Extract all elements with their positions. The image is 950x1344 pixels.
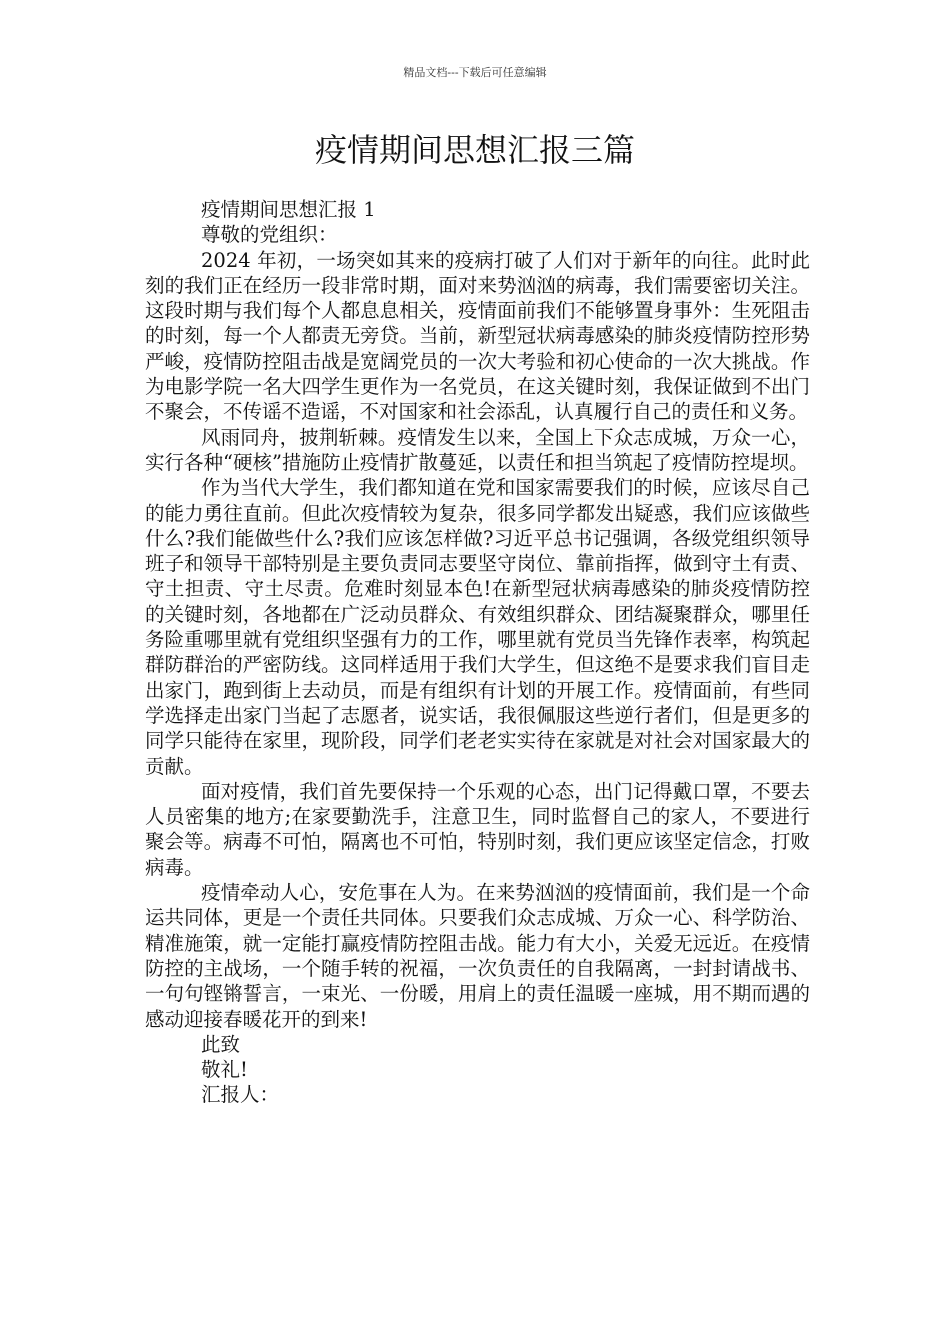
paragraph-4: 面对疫情，我们首先要保持一个乐观的心态，出门记得戴口罩，不要去人员密集的地方;在家要勤洗手，注意卫生，同时监督自己的家人，不要进行聚会等。病毒不可怕，隔离也不可怕，特别时刻，我们更应该坚定信念，打败病毒。 bbox=[145, 779, 810, 879]
document-body bbox=[145, 197, 810, 1108]
paragraph-2: 风雨同舟，披荆斩棘。疫情发生以来，全国上下众志成城，万众一心，实行各种“硬核”措施防止疫情扩散蔓延，以责任和担当筑起了疫情防控堤坝。 bbox=[145, 425, 810, 474]
paragraph-1: 2024 年初，一场突如其来的疫病打破了人们对于新年的向往。此时此刻的我们正在经历一段非常时期，面对来势汹汹的病毒，我们需要密切关注。这段时期与我们每个人都息息相关，疫情面前我们不能够置身事外：生死阻击的时刻，每一个人都责无旁贷。当前，新型冠状病毒感染的肺炎疫情防控形势严峻，疫情防控阻击战是宽阔党员的一次大考验和初心使命的一次大挑战。作为电影学院一名大四学生更作为一名党员，在这关键时刻，我保证做到不出门不聚会，不传谣不造谣，不对国家和社会添乱，认真履行自己的责任和义务。 bbox=[145, 248, 810, 424]
section-heading: 疫情期间思想汇报 1 bbox=[201, 198, 376, 221]
closing-line-2: 敬礼! bbox=[201, 1058, 248, 1082]
signature-line: 汇报人： bbox=[201, 1083, 280, 1107]
header-watermark: 精品文档---下载后可任意编辑 bbox=[403, 66, 547, 79]
paragraph-3: 作为当代大学生，我们都知道在党和国家需要我们的时候，应该尽自己的能力勇往直前。但此次疫情较为复杂，很多同学都发出疑惑，我们应该做些什么?我们能做些什么?我们应该怎样做?习近平总书记强调，各级党组织领导班子和领导干部特别是主要负责同志要坚守岗位、靠前指挥，做到守土有责、守土担责、守土尽责。危难时刻显本色!在新型冠状病毒感染的肺炎疫情防控的关键时刻，各地都在广泛动员群众、有效组织群众、团结凝聚群众，哪里任务险重哪里就有党组织坚强有力的工作，哪里就有党员当先锋作表率，构筑起群防群治的严密防线。这同样适用于我们大学生，但这绝不是要求我们盲目走出家门，跑到街上去动员，而是有组织有计划的开展工作。疫情面前，有些同学选择走出家门当起了志愿者，说实话，我很佩服这些逆行者们，但是更多的同学只能待在家里，现阶段，同学们老老实实待在家就是对社会对国家最大的贡献。 bbox=[145, 476, 810, 778]
paragraph-5: 疫情牵动人心，安危事在人为。在来势汹汹的疫情面前，我们是一个命运共同体，更是一个责任共同体。只要我们众志成城、万众一心、科学防治、精准施策，就一定能打赢疫情防控阻击战。能力有大小，关爱无远近。在疫情防控的主战场，一个随手转的祝福，一次负责任的自我隔离，一封封请战书、一句句铿锵誓言，一束光、一份暖，用肩上的责任温暖一座城，用不期而遇的感动迎接春暖花开的到来! bbox=[145, 881, 810, 1031]
salutation: 尊敬的党组织： bbox=[201, 223, 338, 247]
closing-line-1: 此致 bbox=[201, 1032, 241, 1056]
document-title: 疫情期间思想汇报三篇 bbox=[314, 131, 635, 169]
